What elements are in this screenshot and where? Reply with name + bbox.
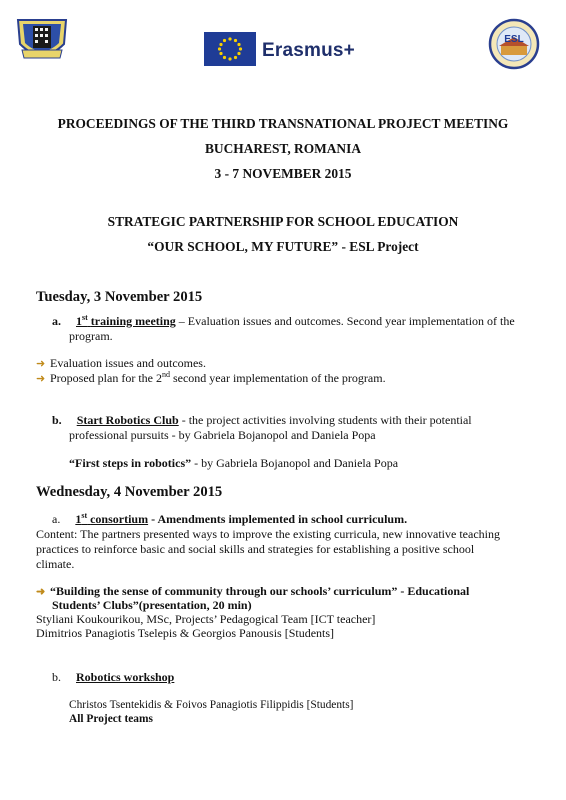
ordinal-suffix: st [81, 511, 88, 520]
erasmus-wordmark: Erasmus+ [262, 40, 355, 61]
item-text: – Evaluation issues and outcomes. Second year implementation of the [175, 314, 515, 328]
bullet-text: Proposed plan for the 2 [50, 371, 162, 385]
item-title-text: consortium [90, 512, 149, 526]
item-marker: b. [52, 670, 61, 684]
item-text: - the project activities involving students with their potential [178, 413, 472, 427]
wednesday-item-a [52, 512, 407, 527]
project-title: “OUR SCHOOL, MY FUTURE” - ESL Project [147, 239, 419, 254]
tuesday-item-a [52, 314, 532, 329]
meeting-location: BUCHAREST, ROMANIA [205, 141, 361, 156]
bullet-text-cont: second year implementation of the program. [169, 371, 386, 385]
ordinal-number: 1 [75, 512, 82, 526]
tuesday-item-b-cont: professional pursuits - by Gabriela Bojanopol and Daniela Popa [69, 428, 376, 442]
item-marker: a. [52, 512, 61, 526]
ordinal-number: 1 [76, 314, 82, 328]
item-title-text: training meeting [90, 314, 176, 328]
session-text: - by Gabriela Bojanopol and Daniela Popa [191, 456, 399, 470]
day-heading-wednesday: Wednesday, 4 November 2015 [36, 484, 223, 500]
item-title [76, 314, 176, 328]
item-text: - Amendments implemented in school curriculum. [148, 512, 408, 526]
presenter: Styliani Koukourikou, MSc, Projects’ Pedagogical Team [ICT teacher] [36, 612, 376, 626]
content-line: climate. [36, 557, 75, 571]
item-marker: a. [52, 314, 61, 328]
erasmus-logo [204, 32, 364, 72]
presenter: Dimitrios Panagiotis Tselepis & Georgios Panousis [Students] [36, 626, 335, 640]
session-title: “First steps in robotics” [69, 456, 192, 470]
bullet-item [36, 356, 206, 372]
arrow-bullet-icon: ➜ [36, 358, 46, 370]
workshop-teams: All Project teams [69, 713, 153, 725]
item-title: Start Robotics Club [76, 413, 179, 427]
esl-logo-icon [484, 18, 544, 70]
school-logo-icon [14, 14, 70, 64]
arrow-bullet-icon: ➜ [36, 586, 46, 598]
workshop-participants: Christos Tsentekidis & Foivos Panagiotis Filippidis [Students] [69, 699, 354, 711]
svg-text:ESL: ESL [504, 34, 524, 45]
meeting-dates: 3 - 7 NOVEMBER 2015 [214, 166, 352, 181]
presentation-line: “Building the sense of community through our schools’ curriculum” - Educational [50, 584, 470, 598]
tuesday-item-b [52, 413, 542, 428]
robotics-session [69, 456, 398, 471]
tuesday-item-a-cont: program. [69, 329, 113, 343]
bullet-item [36, 371, 386, 387]
item-title: Robotics workshop [76, 670, 175, 684]
content-line: practices to reinforce basic and social skills and strategies for establishing a positive school [36, 542, 475, 556]
day-heading-tuesday: Tuesday, 3 November 2015 [36, 289, 203, 305]
bullet-sup: nd [161, 370, 170, 379]
bullet-text: Evaluation issues and outcomes. [50, 356, 206, 370]
document-title: PROCEEDINGS OF THE THIRD TRANSNATIONAL PROJECT MEETING [57, 116, 509, 131]
ordinal-suffix: st [82, 313, 88, 322]
content-line: Content: The partners presented ways to improve the existing curricula, new innovative teaching [36, 527, 500, 541]
eu-flag-icon [204, 32, 256, 66]
wednesday-item-b [52, 670, 174, 685]
presentation-line: Students’ Clubs”(presentation, 20 min) [52, 598, 252, 612]
item-title [75, 512, 148, 526]
arrow-bullet-icon: ➜ [36, 373, 46, 385]
item-marker: b. [52, 413, 62, 427]
partnership-title: STRATEGIC PARTNERSHIP FOR SCHOOL EDUCATION [107, 214, 459, 229]
